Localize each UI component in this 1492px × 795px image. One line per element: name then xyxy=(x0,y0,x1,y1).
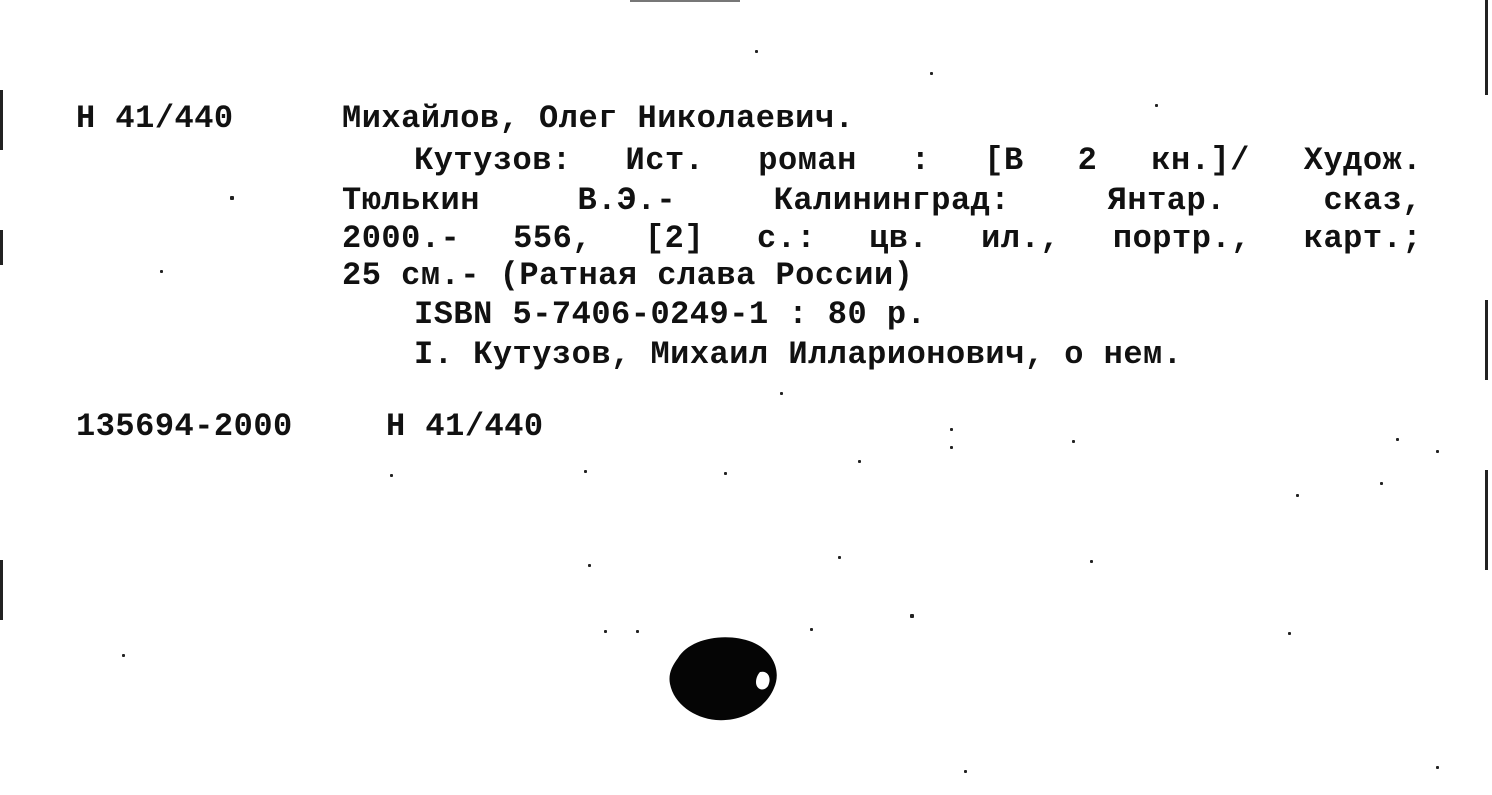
subject-line: I. Кутузов, Михаил Илларионович, о нем. xyxy=(414,336,1183,373)
imprint-word: ил., xyxy=(981,220,1060,257)
ink-blot xyxy=(668,632,780,722)
scan-edge-mark xyxy=(0,560,3,620)
scan-speck xyxy=(160,270,163,273)
scan-speck xyxy=(910,614,914,618)
imprint-word: [2] xyxy=(644,220,705,257)
scan-speck xyxy=(122,654,125,657)
title-word: Худож. xyxy=(1303,142,1422,179)
title-line-2 xyxy=(342,182,1422,220)
shelf-mark: Н 41/440 xyxy=(76,100,234,137)
scan-speck xyxy=(964,770,967,773)
scan-speck xyxy=(950,428,953,431)
scan-edge-mark xyxy=(0,230,3,265)
imprint-word: цв. xyxy=(869,220,929,257)
scan-speck xyxy=(950,446,953,449)
title-word: Ист. xyxy=(625,142,705,179)
scan-speck xyxy=(1296,494,1299,497)
title-word: кн.]/ xyxy=(1151,142,1250,179)
imprint-word: с.: xyxy=(757,220,817,257)
scan-speck xyxy=(1396,438,1399,441)
title-word: В.Э.- xyxy=(577,182,677,219)
scan-speck xyxy=(588,564,591,567)
scan-speck xyxy=(230,196,234,200)
scan-edge-mark xyxy=(1485,470,1488,570)
scan-speck xyxy=(636,630,639,633)
author-heading: Михайлов, Олег Николаевич. xyxy=(342,100,855,137)
imprint-word: 2000.- xyxy=(342,220,461,257)
scan-speck xyxy=(780,392,783,395)
imprint-line xyxy=(342,220,1422,258)
scan-speck xyxy=(838,556,841,559)
scan-speck xyxy=(1436,450,1439,453)
scan-speck xyxy=(724,472,727,475)
isbn-line: ISBN 5-7406-0249-1 : 80 р. xyxy=(414,296,927,333)
title-word: [В xyxy=(984,142,1024,179)
scan-speck xyxy=(1380,482,1383,485)
scan-edge-mark xyxy=(0,90,3,150)
scan-speck xyxy=(1288,632,1291,635)
scan-speck xyxy=(930,72,933,75)
title-word: 2 xyxy=(1077,142,1098,179)
scan-speck xyxy=(1155,104,1158,107)
title-word: сказ, xyxy=(1323,182,1422,219)
accession-number: 135694-2000 xyxy=(76,408,293,445)
scan-speck xyxy=(1090,560,1093,563)
title-word: Калининград: xyxy=(773,182,1011,219)
scan-speck xyxy=(584,470,587,473)
scan-speck xyxy=(604,630,607,633)
series-line: 25 см.- (Ратная слава России) xyxy=(342,257,914,294)
title-word: : xyxy=(910,142,931,179)
title-word: Тюлькин xyxy=(342,182,480,219)
imprint-word: карт.; xyxy=(1303,220,1422,257)
scan-edge-mark xyxy=(630,0,740,2)
scan-edge-mark xyxy=(1485,0,1488,95)
scan-speck xyxy=(858,460,861,463)
accession-shelf-mark: Н 41/440 xyxy=(386,408,544,445)
scan-speck xyxy=(390,474,393,477)
title-word: роман xyxy=(758,142,857,179)
title-line-1 xyxy=(414,142,1422,180)
scan-edge-mark xyxy=(1485,300,1488,380)
scan-speck xyxy=(810,628,813,631)
scan-speck xyxy=(755,50,758,53)
scan-speck xyxy=(1436,766,1439,769)
imprint-word: 556, xyxy=(513,220,592,257)
scan-speck xyxy=(1072,440,1075,443)
title-word: Янтар. xyxy=(1107,182,1226,219)
title-word: Кутузов: xyxy=(414,142,572,179)
imprint-word: портр., xyxy=(1112,220,1251,257)
